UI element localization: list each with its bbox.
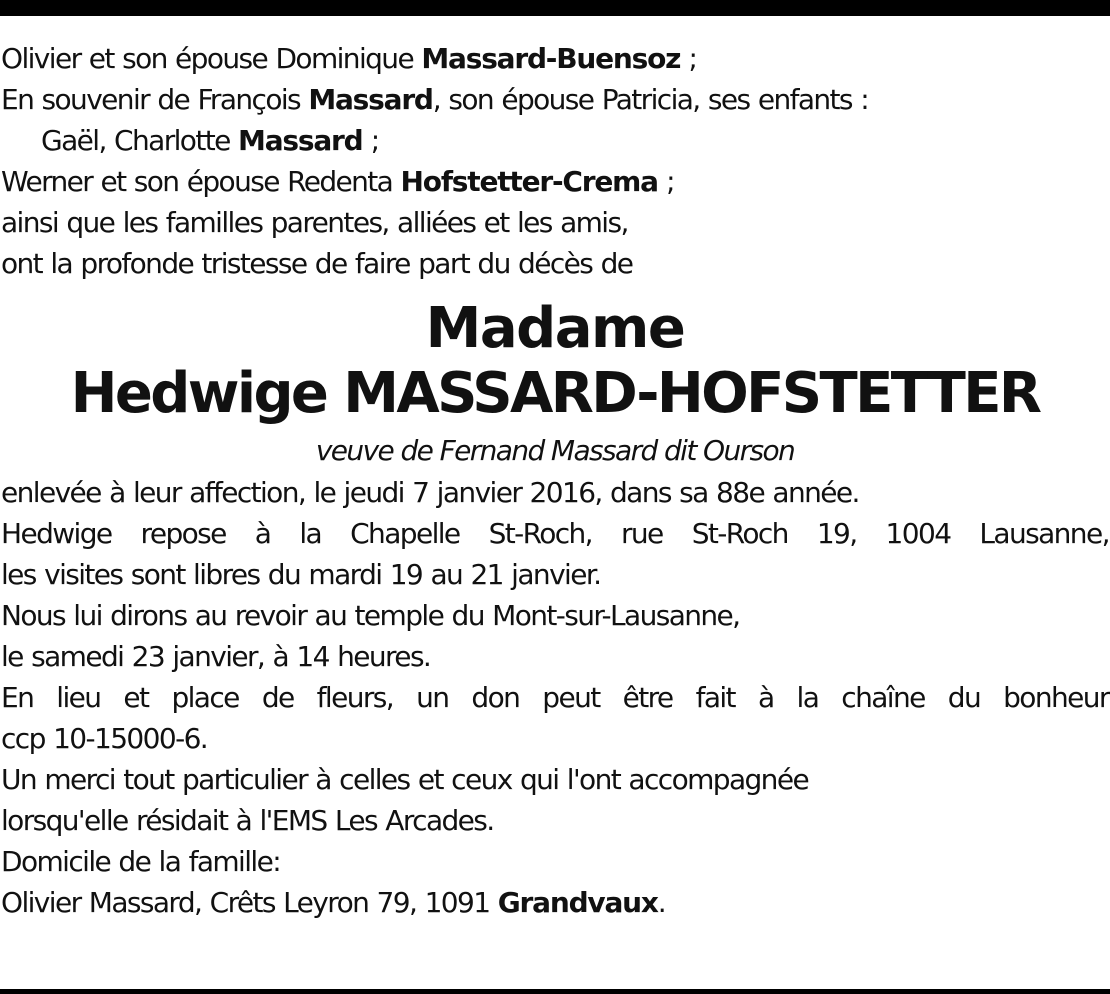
word: être [622,681,673,714]
word: don [471,681,520,714]
word: la [796,681,819,714]
detail-line-10: Domicile de la famille: [1,845,281,878]
top-border-rule [0,0,1110,16]
family-line-4-name: Hofstetter-Crema [400,165,658,198]
word: bonheur [1003,681,1109,714]
word: place [171,681,239,714]
detail-line-6 [1,677,1109,718]
detail-line-9: lorsqu'elle résidait à l'EMS Les Arcades. [1,804,494,837]
word: rue [621,517,663,550]
detail-line-8: Un merci tout particulier à celles et ceux qui l'ont accompagnée [1,763,809,796]
detail-line-7: ccp 10-15000-6. [1,722,208,755]
word: la [299,517,322,550]
word: Lausanne, [979,517,1109,550]
word: du [947,681,981,714]
word: lieu [56,681,101,714]
word: et [123,681,149,714]
word: un [416,681,449,714]
family-line-3 [1,120,1109,161]
family-line-3-text: Gaël, Charlotte [41,124,239,157]
death-notice [1,38,1109,923]
word: Hedwige [1,517,112,550]
word: Chapelle [350,517,460,550]
address-line [1,882,1109,923]
detail-line-4: Nous lui dirons au revoir au temple du Mont-sur-Lausanne, [1,599,740,632]
word: St-Roch [691,517,788,550]
family-line-3-punct: ; [362,124,379,157]
detail-line-1: enlevée à leur affection, le jeudi 7 janvier 2016, dans sa 88e année. [1,476,859,509]
title-name: Hedwige MASSARD-HOFSTETTER [70,361,1040,426]
bottom-border-rule [0,989,1110,994]
family-line-2-name: Massard [308,83,433,116]
family-line-6: ont la profonde tristesse de faire part du décès de [1,247,633,280]
word: peut [542,681,600,714]
family-line-5: ainsi que les familles parentes, alliées et les amis, [1,206,628,239]
family-line-1-text: Olivier et son épouse Dominique [1,42,422,75]
word: à [757,681,774,714]
family-line-1-punct: ; [680,42,697,75]
address-punct: . [657,886,666,919]
word: fleurs, [316,681,394,714]
word: 19, [816,517,857,550]
word: 1004 [885,517,951,550]
family-line-2 [1,79,1109,120]
word: de [261,681,294,714]
address-text: Olivier Massard, Crêts Leyron 79, 1091 [1,886,498,919]
family-line-4-punct: ; [657,165,674,198]
title-honorific: Madame [425,296,685,361]
family-line-2-rest: , son épouse Patricia, ses enfants : [432,83,869,116]
detail-line-2 [1,513,1109,554]
family-line-4-text: Werner et son épouse Redenta [1,165,401,198]
family-line-1 [1,38,1109,79]
family-line-3-name: Massard [238,124,363,157]
word: En [1,681,34,714]
subtitle-widow-of: veuve de Fernand Massard dit Ourson [315,434,795,467]
word: St-Roch, [488,517,592,550]
word: chaîne [841,681,925,714]
word: à [254,517,271,550]
detail-line-5: le samedi 23 janvier, à 14 heures. [1,640,431,673]
word: repose [140,517,226,550]
family-line-4 [1,161,1109,202]
address-locality: Grandvaux [497,886,658,919]
detail-line-3: les visites sont libres du mardi 19 au 21 janvier. [1,558,601,591]
word: fait [695,681,735,714]
family-line-2-text: En souvenir de François [1,83,309,116]
family-line-1-name: Massard-Buensoz [421,42,681,75]
